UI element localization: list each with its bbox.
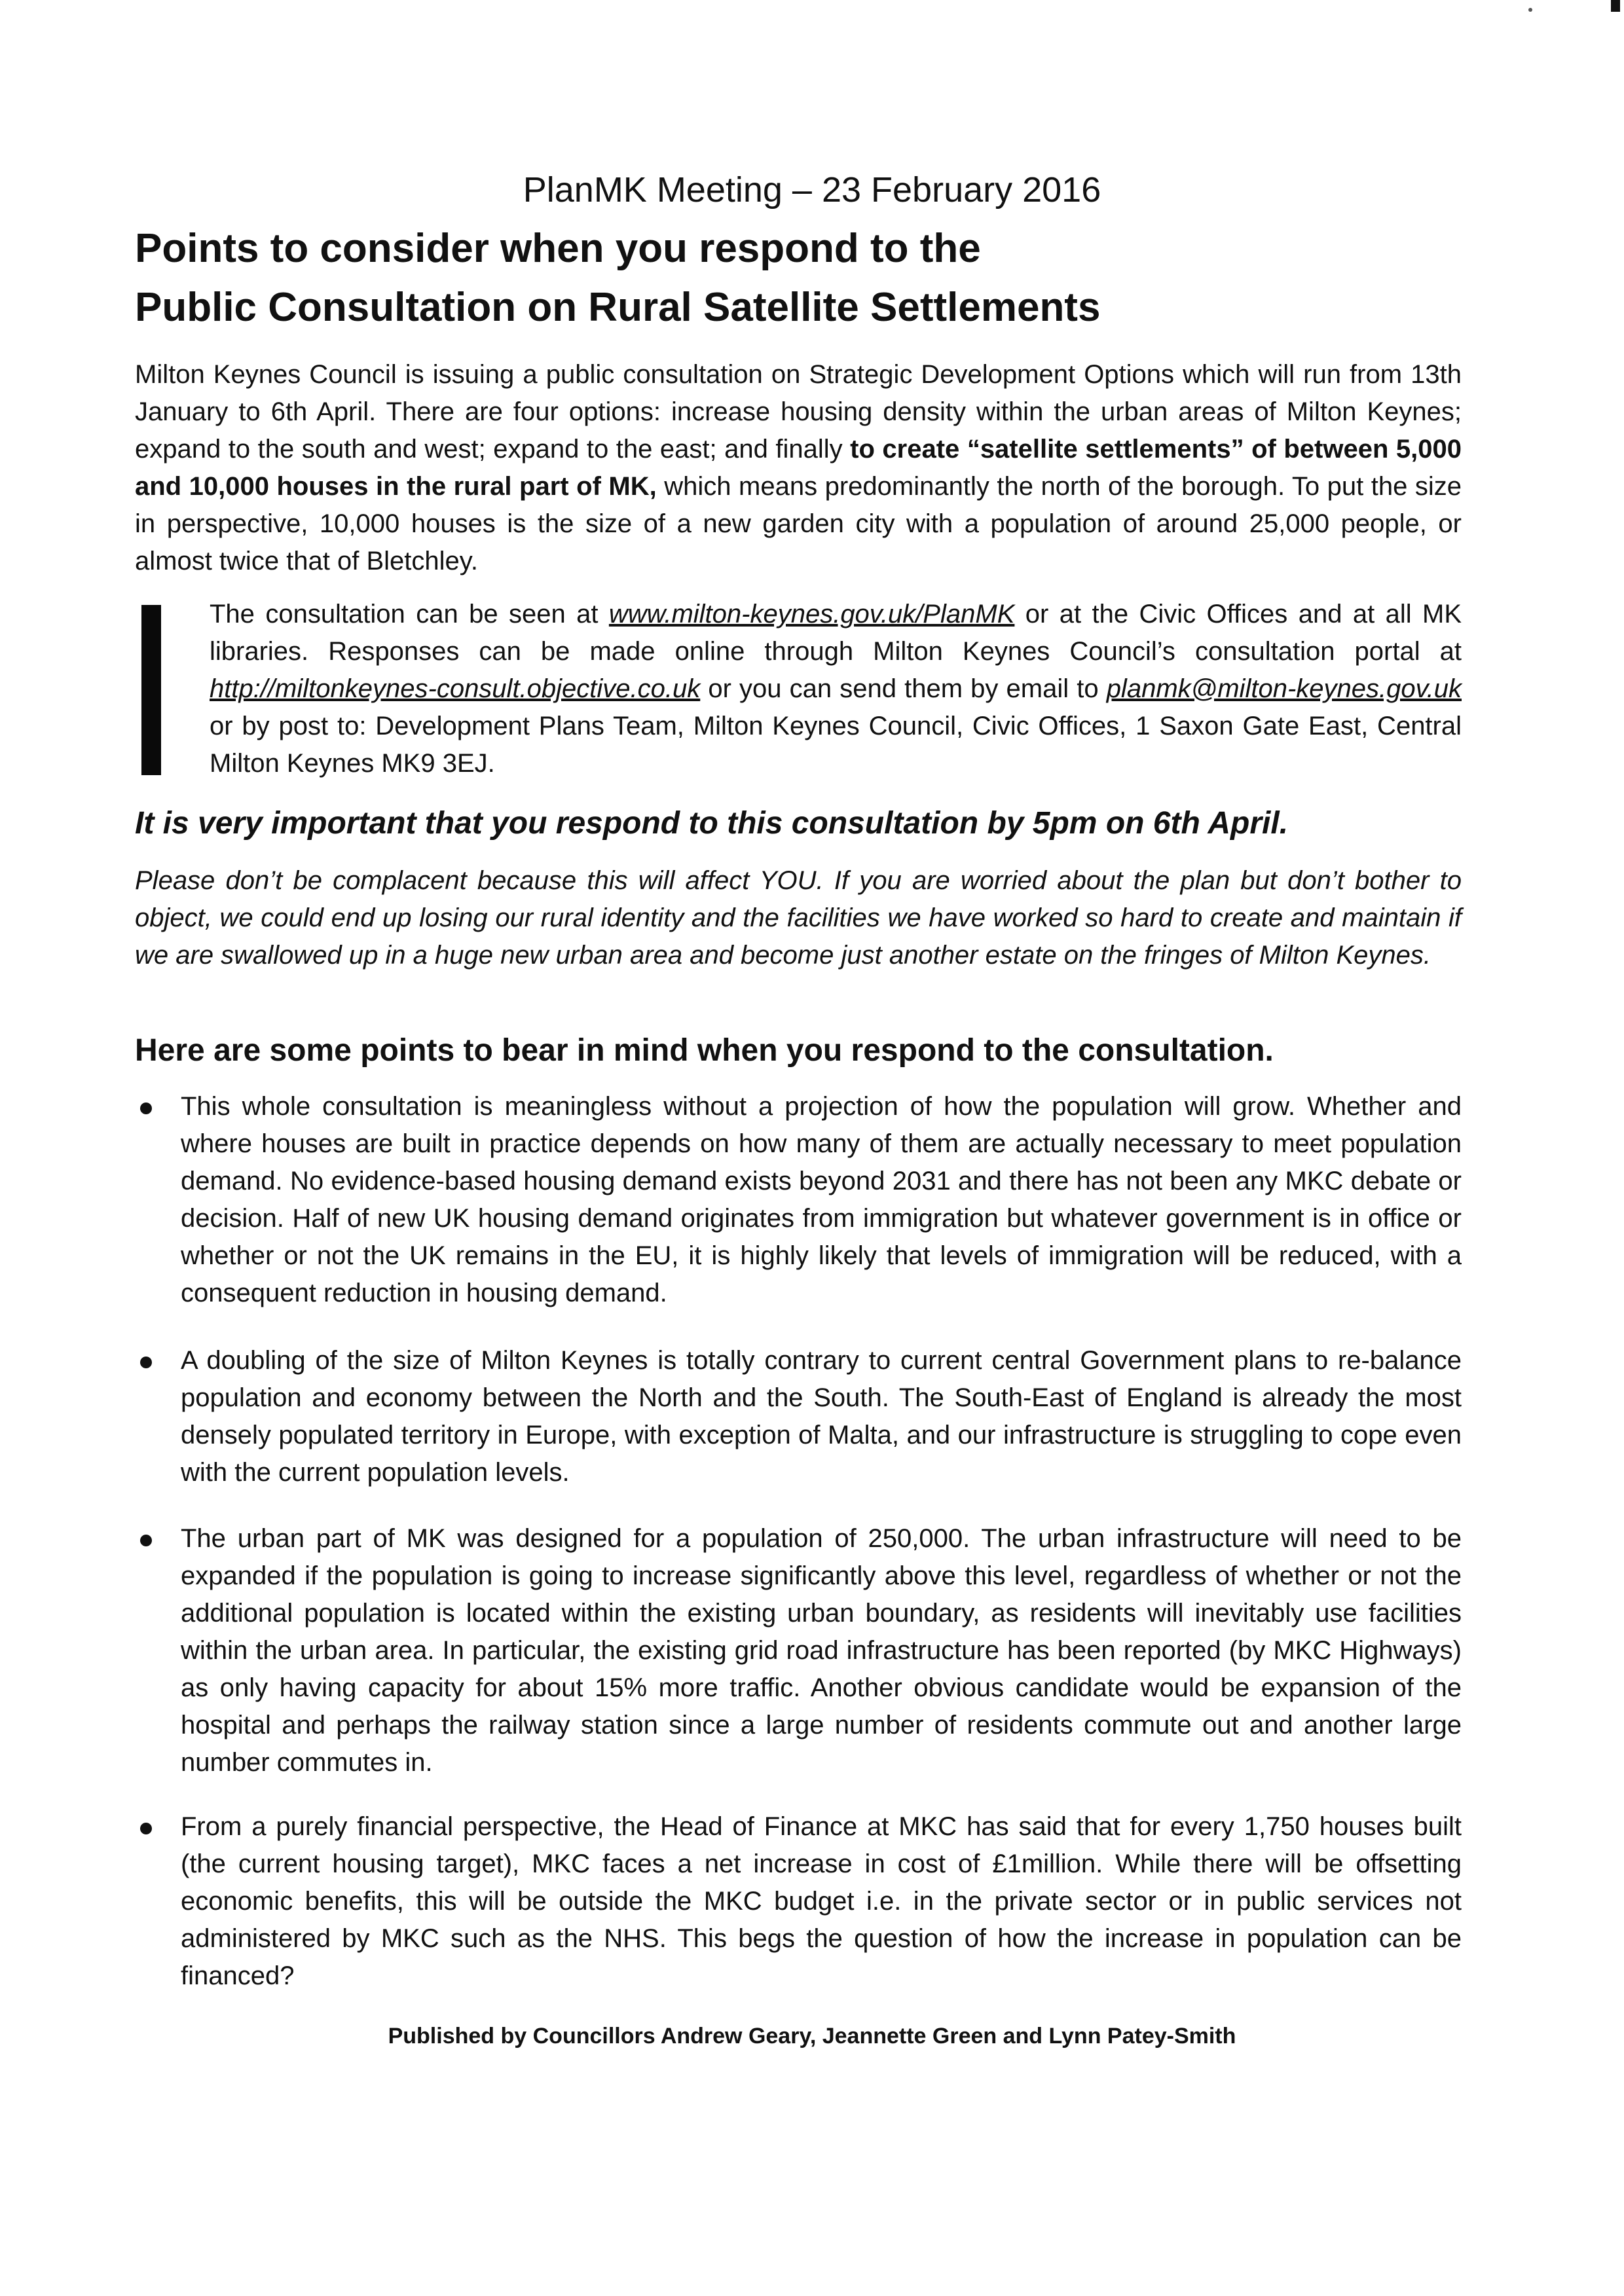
bullet-icon — [140, 1823, 152, 1834]
scan-artifact-dot — [1528, 8, 1532, 12]
list-item-text: From a purely financial perspective, the Head of Finance at MKC has said that for every 1,750 houses built (the current housing target), MKC faces a net increase in cost of £1million. While there will be offsetting economic benefits, this will be outside the MKC budget i.e. in the private sector or in public services not administered by MKC such as the NHS. This begs the question of how the increase in population can be financed? — [181, 1812, 1462, 1990]
deadline-notice: It is very important that you respond to this consultation by 5pm on 6th April. — [135, 806, 1289, 841]
scan-artifact — [1611, 0, 1620, 12]
consultation-portal-link[interactable]: http://miltonkeynes-consult.objective.co.uk — [210, 674, 701, 703]
consultation-info-block — [135, 596, 1462, 786]
bullet-icon — [140, 1357, 152, 1368]
consultation-paragraph — [210, 596, 1462, 782]
plea-paragraph: Please don’t be complacent because this will affect YOU. If you are worried about the plan but don’t bother to object, we could end up losing our rural identity and the facilities we have worked so hard to create and maintain if we are swallowed up in a huge new urban area and become just another estate on the fringes of Milton Keynes. — [135, 866, 1462, 970]
consultation-text-1: The consultation can be seen at — [210, 600, 609, 629]
list-item-text: This whole consultation is meaningless without a projection of how the population will grow. Whether and where houses are built in practice depends on how many of them are actually necessary to meet population demand. No evidence-based housing demand exists beyond 2031 and there has not been any MKC debate or decision. Half of new UK housing demand originates from immigration but whatever government is in office or whether or not the UK remains in the EU, it is highly likely that levels of immigration will be reduced, with a consequent reduction in housing demand. — [181, 1092, 1462, 1307]
intro-text-2: which means predominantly the north of the borough. To put the size in perspective, 10,000 houses is the size of a new garden city with a population of around 25,000 people, or almost twice that of Bletchley. — [135, 472, 1462, 575]
consultation-text-4: or by post to: Development Plans Team, Milton Keynes Council, Civic Offices, 1 Saxon Gate East, Central Milton Keynes MK9 3EJ. — [210, 712, 1462, 778]
points-heading: Here are some points to bear in mind when you respond to the consultation. — [135, 1033, 1274, 1068]
heading-line-2: Public Consultation on Rural Satellite Settlements — [135, 285, 1101, 330]
list-item-text: The urban part of MK was designed for a population of 250,000. The urban infrastructure will need to be expanded if the population is going to increase significantly above this level, regardless of whether or not the additional population is located within the existing urban boundary, as residents will inevitably use facilities within the urban area. In particular, the existing grid road infrastructure has been reported (by MKC Highways) as only having capacity for about 15% more traffic. Another obvious candidate would be expansion of the hospital and perhaps the railway station since a large number of residents commute out and another large number commutes in. — [181, 1524, 1462, 1777]
consultation-text-3: or you can send them by email to — [700, 674, 1107, 703]
document-heading — [135, 219, 1100, 337]
meeting-title: PlanMK Meeting – 23 February 2016 — [523, 170, 1101, 210]
planmk-email-link[interactable]: planmk@milton-keynes.gov.uk — [1106, 674, 1462, 703]
intro-bold-text: to create “satellite settlements” of between 5,000 and 10,000 houses in the rural part of MK, — [135, 435, 1462, 501]
intro-paragraph — [135, 356, 1462, 580]
bullet-icon — [140, 1535, 152, 1546]
sidebar-marker-bar — [141, 605, 161, 775]
consultation-text-2: or at the Civic Offices and at all MK libraries. Responses can be made online through Milton Keynes Council’s consultation portal at — [210, 600, 1462, 666]
heading-line-1: Points to consider when you respond to the — [135, 226, 981, 271]
planmk-website-link[interactable]: www.milton-keynes.gov.uk/PlanMK — [608, 600, 1015, 629]
intro-text-1: Milton Keynes Council is issuing a public consultation on Strategic Development Options which will run from 13th January to 6th April. There are four options: increase housing density within the urban areas of Milton Keynes; expand to the south and west; expand to the east; and finally — [135, 360, 1462, 464]
bullet-icon — [140, 1102, 152, 1114]
list-item-text: A doubling of the size of Milton Keynes is totally contrary to current central Government plans to re-balance population and economy between the North and the South. The South-East of England is already the most densely populated territory in Europe, with exception of Malta, and our infrastructure is struggling to cope even with the current population levels. — [181, 1346, 1462, 1487]
publisher-footer: Published by Councillors Andrew Geary, Jeannette Green and Lynn Patey-Smith — [388, 2024, 1236, 2049]
